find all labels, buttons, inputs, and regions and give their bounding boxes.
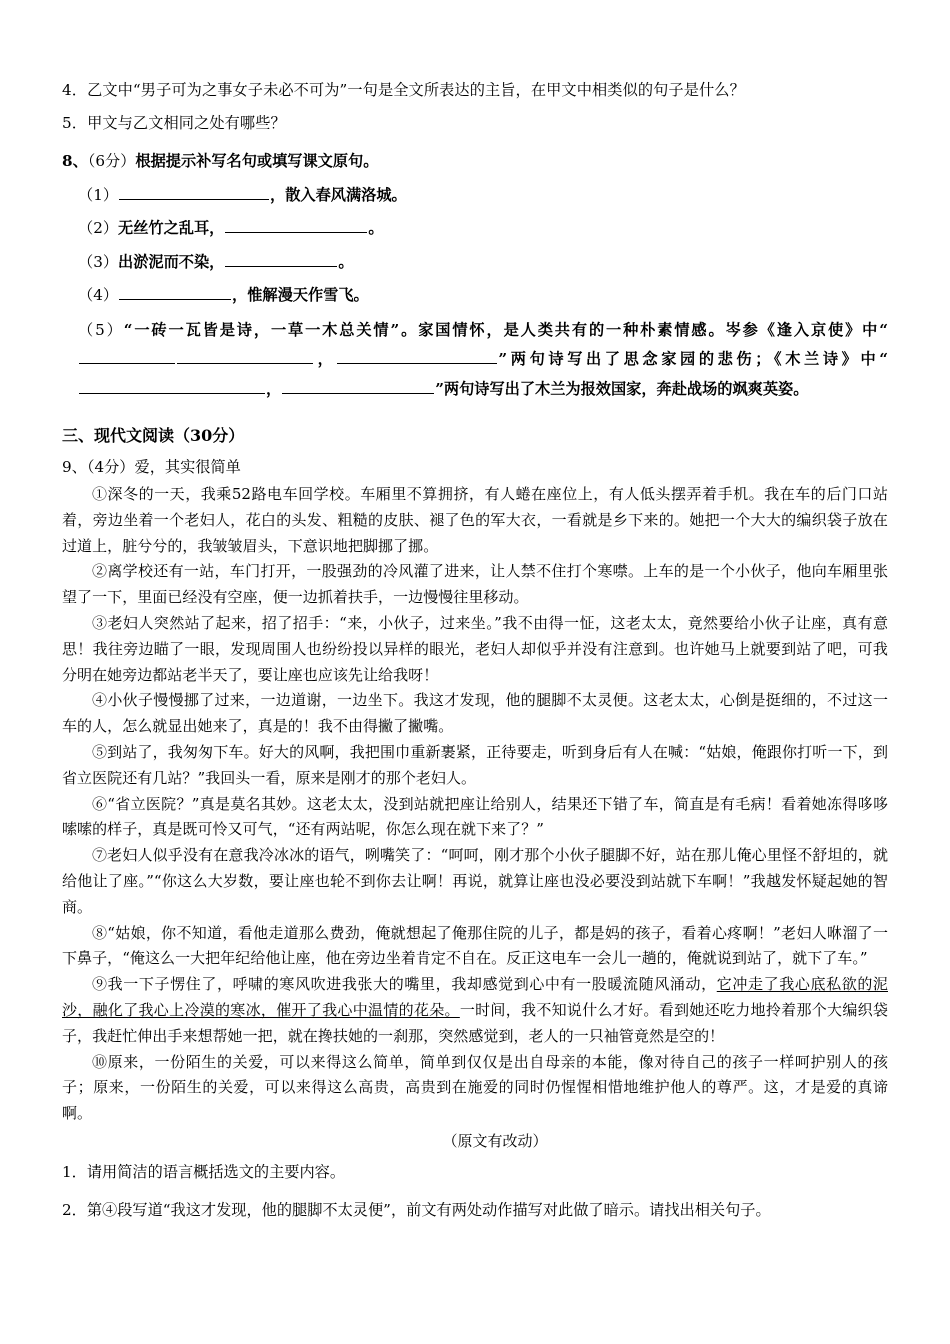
article-paragraph-7: ⑦老妇人似乎没有在意我冷冰冰的语气，咧嘴笑了：“呵呵，刚才那个小伙子腿脚不好，站在那儿俺心里怪不舒坦的，就给他让了座。”“你这么大岁数，要让座也轮不到你去让啊！再说，就算让座也没必要没到站就下车啊！”我越发怀疑起她的智商。	[62, 846, 888, 916]
question-4	[62, 78, 888, 103]
article-paragraph-5: ⑤到站了，我匆匆下车。好大的风啊，我把围巾重新裹紧，正待要走，听到身后有人在喊：“姑娘，俺跟你打听一下，到省立医院还有几站？”我回头一看，原来是刚才的那个老妇人。	[62, 742, 888, 787]
paragraph-9-underlined: 它冲走了我心底私欲的泥沙，融化了我心上冷漠的寒冰，催开了我心中温情的花朵。	[62, 975, 888, 1019]
fill-blank-5b[interactable]	[177, 347, 313, 364]
fill-blank-5e[interactable]	[282, 377, 434, 394]
fill-item-2-index: （2）	[78, 219, 119, 238]
fill-blank-2[interactable]	[225, 216, 367, 233]
paragraph-9-post: 一时间，我不知说什么才好。看到她还吃力地拎着那个大编织袋子，我赶忙伸出手来想帮她一把，就在搀扶她的一刹那，突然感觉到，老人的一只袖管竟然是空的！	[62, 1000, 888, 1045]
question-9-line	[62, 455, 888, 479]
section-8-number: 8、	[62, 152, 88, 171]
sub-question-2-text: 第④段写道“我这才发现，他的腿脚不太灵便”，前文有两处动作描写对此做了暗示。请找出相关句子。	[86, 1201, 771, 1220]
question-5-text: 甲文与乙文相同之处有哪些？	[87, 113, 286, 132]
fill-item-4	[62, 283, 888, 307]
article-paragraph-8: ⑧“姑娘，你不知道，看他走道那么费劲，俺就想起了俺那住院的儿子，都是妈的孩子，看着心疼啊！”老妇人咻溜了一下鼻子，“俺这么一大把年纪给他让座，他在旁边坐着肯定不自在。反正这电车一会儿一趟的，俺就说到站了，就下了车。”	[62, 923, 888, 968]
fill-item-4-post: ，惟解漫天作雪飞。	[232, 285, 369, 304]
article-paragraph-4: ④小伙子慢慢挪了过来，一边道谢，一边坐下。我这才发现，他的腿脚不太灵便。这老太太，心倒是挺细的，不过这一车的人，怎么就显出她来了，真是的！我不由得撇了撇嘴。	[62, 691, 888, 736]
fill-item-5	[62, 316, 888, 404]
question-9-score: （4分）	[86, 457, 135, 476]
fill-item-3-index: （3）	[78, 252, 119, 271]
question-5-number: 5．	[62, 113, 88, 132]
section-8-heading	[62, 149, 888, 174]
question-5	[62, 111, 888, 136]
article-paragraph-9	[62, 972, 888, 1049]
fill-item-3-pre: 出淤泥而不染，	[118, 252, 225, 271]
sub-question-1-number: 1．	[62, 1163, 87, 1182]
fill-item-3-post: 。	[338, 252, 354, 271]
fill-item-5-seg1: “一砖一瓦皆是诗，一草一木总关情”。家国情怀，是人类共有的一种朴素情感。岑参《逢入京使》中“	[123, 321, 888, 340]
article-paragraph-10: ⑩原来，一份陌生的关爱，可以来得这么简单，简单到仅仅是出自母亲的本能，像对待自己的孩子一样呵护别人的孩子；原来，一份陌生的关爱，可以来得这么高贵，高贵到在施爱的同时仍惺惺相惜地维护他人的尊严。这，才是爱的真谛啊。	[62, 1052, 888, 1123]
question-9-number: 9、	[62, 457, 87, 476]
fill-item-4-index: （4）	[78, 285, 119, 304]
article-paragraph-3: ③老妇人突然站了起来，招了招手：“来，小伙子，过来坐。”我不由得一怔，这老太太，竟然要给小伙子让座，真有意思！我往旁边瞄了一眼，发现周围人也纷纷投以异样的眼光，老妇人却似乎并没有注意到。也许她马上就要到站了吧，可我分明在她旁边都站老半天了，要让座也应该先让给我呀！	[62, 613, 888, 684]
article-title: 爱，其实很简单	[134, 457, 241, 476]
fill-item-1-post: ，散入春风满洛城。	[270, 185, 407, 204]
article-attribution: （原文有改动）	[442, 1131, 548, 1150]
fill-blank-1[interactable]	[119, 183, 269, 200]
fill-item-5-seg5: ”两句诗写出了木兰为报效国家，奔赴战场的飒爽英姿。	[435, 379, 809, 398]
question-4-text: 乙文中“男子可为之事女子未必不可为”一句是全文所表达的主旨，在甲文中相类似的句子是什么？	[87, 81, 745, 99]
fill-item-5-seg2: ，	[314, 350, 337, 369]
fill-blank-5c[interactable]	[337, 347, 497, 364]
article-paragraph-2: ②离学校还有一站，车门打开，一股强劲的冷风灌了进来，让人禁不住打个寒噤。上车的是一个小伙子，他向车厢里张望了一下，里面已经没有空座，便一边抓着扶手，一边慢慢往里移动。	[62, 562, 888, 607]
section-8-score: （6分）	[87, 152, 136, 171]
fill-item-3	[62, 250, 888, 274]
section-8-title: 根据提示补写名句或填写课文原句。	[135, 152, 379, 171]
fill-item-5-seg4: ，	[266, 379, 282, 398]
fill-item-2	[62, 216, 888, 240]
sub-question-2	[62, 1198, 888, 1223]
fill-blank-4[interactable]	[119, 283, 231, 300]
fill-item-1-index: （1）	[78, 185, 119, 204]
sub-question-1-text: 请用简洁的语言概括选文的主要内容。	[86, 1163, 346, 1182]
fill-item-2-pre: 无丝竹之乱耳，	[118, 219, 225, 238]
part-3-heading: 三、现代文阅读（30分）	[62, 425, 245, 445]
paragraph-9-pre: ⑨我一下子愣住了，呼啸的寒风吹进我张大的嘴里，我却感觉到心中有一股暖流随风涌动，	[92, 975, 717, 994]
question-4-number: 4．	[62, 81, 88, 99]
fill-blank-5a[interactable]	[79, 347, 175, 364]
fill-item-1	[62, 183, 888, 207]
sub-question-2-number: 2．	[62, 1201, 87, 1220]
fill-blank-5d[interactable]	[79, 377, 265, 394]
fill-blank-3[interactable]	[225, 250, 337, 267]
sub-question-1	[62, 1160, 888, 1185]
fill-item-2-post: 。	[368, 219, 384, 238]
fill-item-5-index: （5）	[78, 321, 124, 340]
fill-item-5-seg3: ”两句诗写出了思念家园的悲伤；《木兰诗》中“	[498, 350, 888, 369]
article-paragraph-6: ⑥“省立医院？”真是莫名其妙。这老太太，没到站就把座让给别人，结果还下错了车，简直是有毛病！看着她冻得哆哆嗦嗦的样子，真是既可怜又可气，“还有两站呢，你怎么现在就下来了？”	[62, 794, 888, 839]
article-paragraph-1: ①深冬的一天，我乘52路电车回学校。车厢里不算拥挤，有人蜷在座位上，有人低头摆弄着手机。我在车的后门口站着，旁边坐着一个老妇人，花白的头发、粗糙的皮肤、褪了色的军大衣，一看就是乡下来的。她把一个大大的编织袋子放在过道上，脏兮兮的，我皱皱眉头，下意识地把脚挪了挪。	[62, 485, 888, 555]
